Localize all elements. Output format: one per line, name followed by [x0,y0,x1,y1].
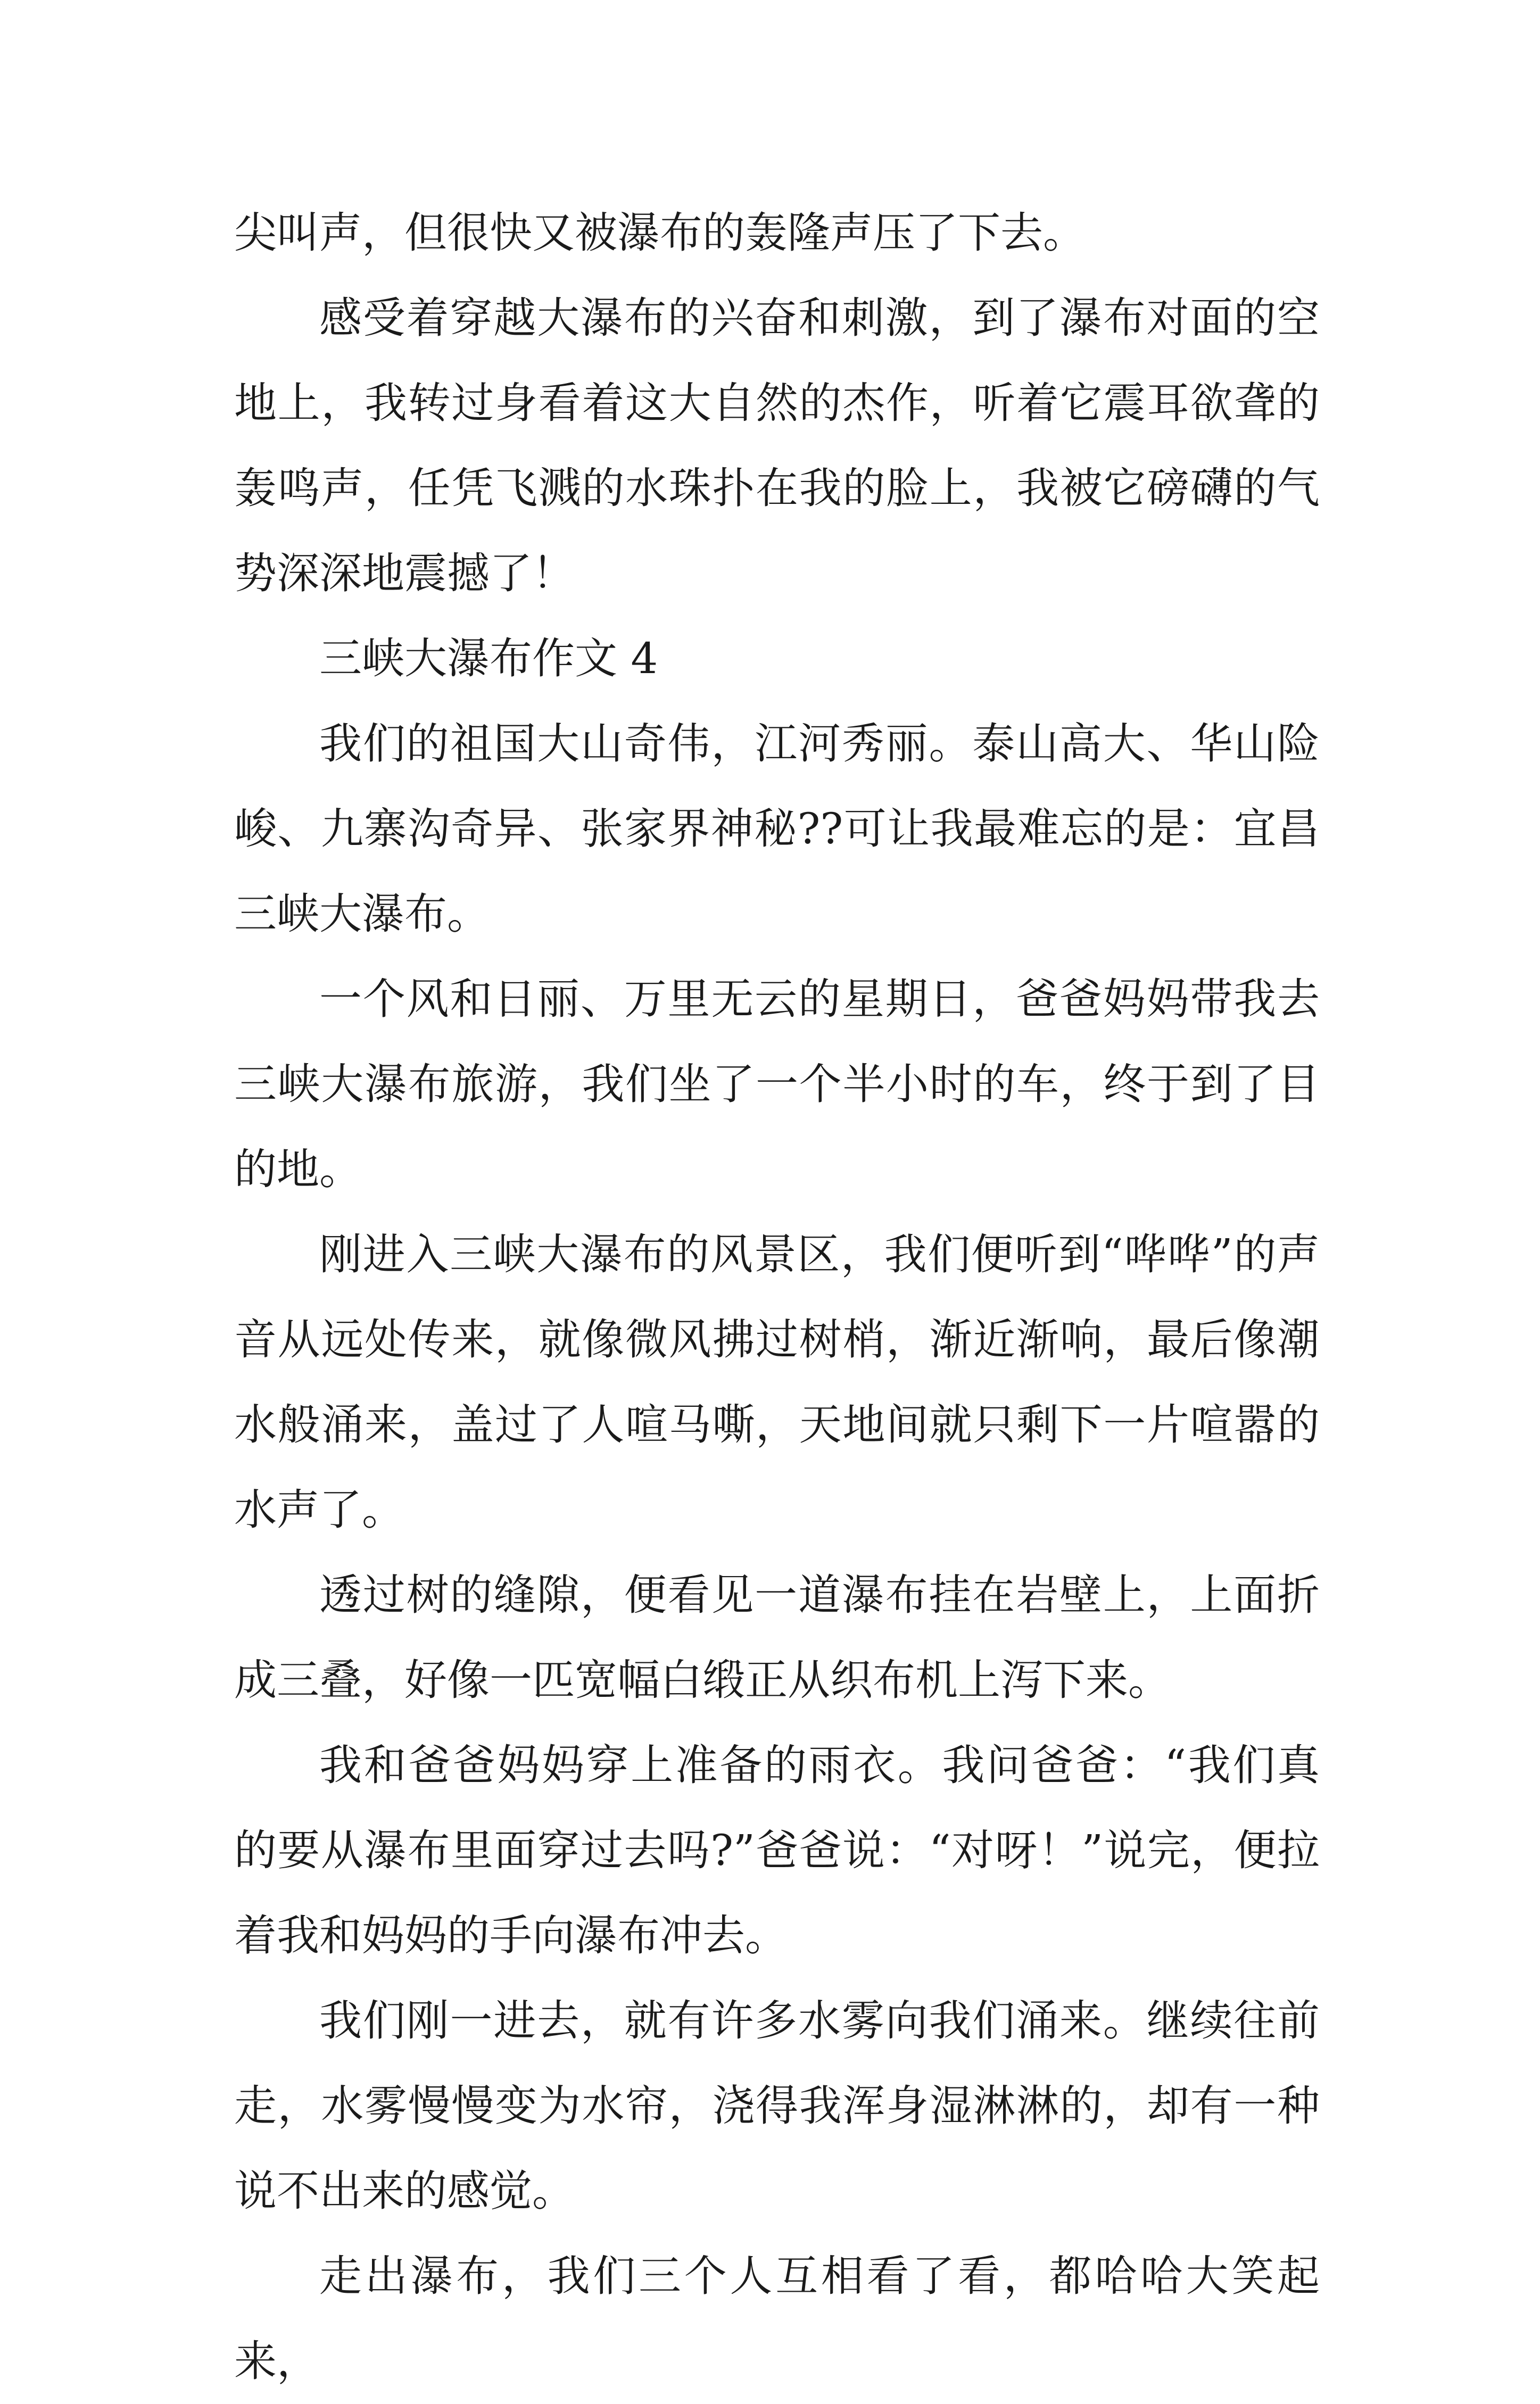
paragraph-sound: 刚进入三峡大瀑布的风景区，我们便听到“哗哗”的声音从远处传来，就像微风拂过树梢，渐近渐响，最后像潮水般涌来，盖过了人喧马嘶，天地间就只剩下一片喧嚣的水声了。 [234,1230,1320,1535]
section-title: 三峡大瀑布作文 4 [319,634,658,683]
paragraph-view: 透过树的缝隙，便看见一道瀑布挂在岩壁上，上面折成三叠，好像一匹宽幅白缎正从织布机上泻下来。 [234,1570,1320,1705]
paragraph-raincoat: 我和爸爸妈妈穿上准备的雨衣。我问爸爸：“我们真的要从瀑布里面穿过去吗?”爸爸说：“对呀！”说完，便拉着我和妈妈的手向瀑布冲去。 [234,1740,1320,1960]
paragraph-wonder: 感受着穿越大瀑布的兴奋和刺激，到了瀑布对面的空地上，我转过身看着这大自然的杰作，听着它震耳欲聋的轰鸣声，任凭飞溅的水珠扑在我的脸上，我被它磅礴的气势深深地震撼了！ [234,293,1320,598]
document-body [234,190,1320,2404]
paragraph-laugh: 走出瀑布，我们三个人互相看了看，都哈哈大笑起来， [234,2251,1320,2386]
paragraph-trip: 一个风和日丽、万里无云的星期日，爸爸妈妈带我去三峡大瀑布旅游，我们坐了一个半小时的车，终于到了目的地。 [234,974,1320,1194]
paragraph-mist: 我们刚一进去，就有许多水雾向我们涌来。继续往前走，水雾慢慢变为水帘，浇得我浑身湿淋淋的，却有一种说不出来的感觉。 [234,1996,1320,2216]
paragraph-motherland: 我们的祖国大山奇伟，江河秀丽。泰山高大、华山险峻、九寨沟奇异、张家界神秘??可让我最难忘的是：宜昌三峡大瀑布。 [234,719,1320,939]
continuation-paragraph: 尖叫声，但很快又被瀑布的轰隆声压了下去。 [234,208,1086,258]
